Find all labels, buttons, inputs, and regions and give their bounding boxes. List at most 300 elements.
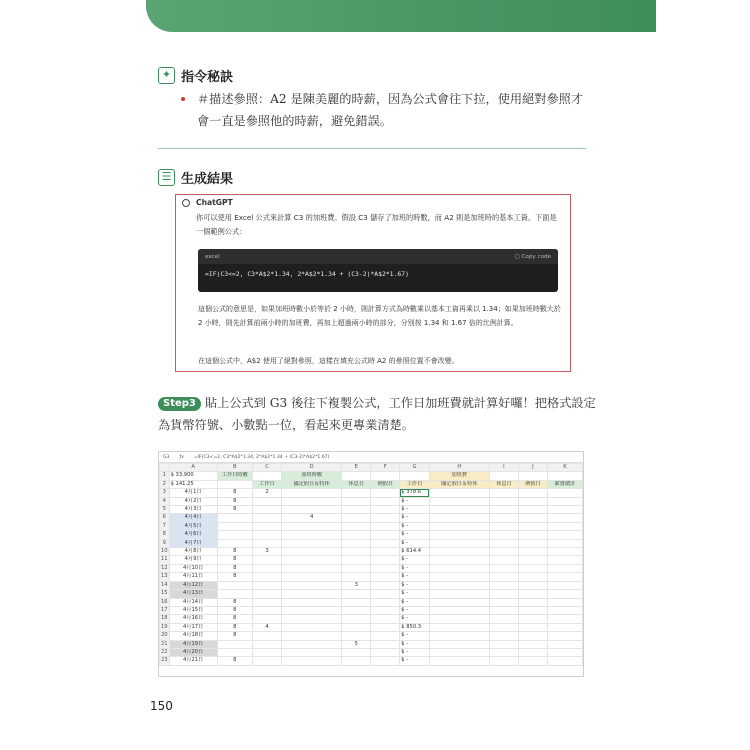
row-number[interactable]: 7 bbox=[160, 522, 170, 530]
row-number[interactable]: 18 bbox=[161, 615, 168, 622]
cell[interactable]: $ - bbox=[400, 590, 429, 598]
cell[interactable]: 加班費 bbox=[429, 472, 489, 480]
cell[interactable]: 4月9日 bbox=[169, 556, 217, 564]
cell[interactable] bbox=[282, 590, 342, 598]
row-number[interactable]: 3 bbox=[160, 489, 170, 497]
cell[interactable] bbox=[371, 556, 400, 564]
cell[interactable] bbox=[371, 497, 400, 505]
page-number: 150 bbox=[150, 699, 173, 713]
row-number[interactable]: 16 bbox=[161, 598, 168, 605]
cell[interactable] bbox=[489, 623, 518, 631]
cell[interactable] bbox=[371, 598, 400, 606]
row-number[interactable]: 23 bbox=[161, 657, 168, 664]
cell[interactable] bbox=[518, 623, 547, 631]
cell[interactable] bbox=[429, 514, 489, 522]
cell[interactable]: $ 141.25 bbox=[169, 480, 217, 488]
cell[interactable] bbox=[253, 556, 282, 564]
cell[interactable]: $ - bbox=[400, 514, 429, 522]
row-number[interactable]: 14 bbox=[161, 581, 168, 588]
cell[interactable] bbox=[371, 548, 400, 556]
cell[interactable] bbox=[547, 556, 582, 564]
cell[interactable]: $ 850.3 bbox=[400, 623, 429, 631]
cell[interactable]: 5 bbox=[342, 640, 371, 648]
cell[interactable] bbox=[429, 548, 489, 556]
cell[interactable] bbox=[489, 606, 518, 614]
cell[interactable] bbox=[547, 640, 582, 648]
cell[interactable]: 4月5日 bbox=[169, 522, 217, 530]
cell[interactable]: $ - bbox=[400, 606, 429, 614]
cell[interactable]: $ - bbox=[400, 539, 429, 547]
cell[interactable] bbox=[282, 531, 342, 539]
cell[interactable]: 8 bbox=[217, 497, 252, 505]
cell[interactable] bbox=[371, 615, 400, 623]
cell[interactable]: 4月8日 bbox=[169, 548, 217, 556]
cell[interactable] bbox=[371, 514, 400, 522]
copy-code-button[interactable]: ▢ Copy code bbox=[514, 253, 551, 260]
cell[interactable] bbox=[371, 472, 400, 480]
cell[interactable] bbox=[253, 539, 282, 547]
cell[interactable]: 4 bbox=[253, 623, 282, 631]
cell[interactable] bbox=[253, 522, 282, 530]
cell[interactable]: 8 bbox=[217, 506, 252, 514]
cell[interactable]: 4月21日 bbox=[169, 657, 217, 665]
cell[interactable] bbox=[282, 548, 342, 556]
cell[interactable] bbox=[253, 648, 282, 656]
cell[interactable] bbox=[489, 590, 518, 598]
column-header[interactable]: G bbox=[400, 464, 429, 472]
column-header[interactable]: F bbox=[371, 464, 400, 472]
cell[interactable]: 4月7日 bbox=[169, 539, 217, 547]
row-number[interactable]: 11 bbox=[161, 556, 168, 563]
cell[interactable]: $ 378.6 bbox=[400, 489, 429, 497]
cell[interactable] bbox=[518, 615, 547, 623]
cell[interactable]: 8 bbox=[217, 657, 252, 665]
cell[interactable] bbox=[429, 632, 489, 640]
cell[interactable]: $ 614.4 bbox=[400, 548, 429, 556]
cell[interactable] bbox=[429, 606, 489, 614]
cell[interactable] bbox=[429, 573, 489, 581]
cell[interactable] bbox=[282, 606, 342, 614]
cell[interactable]: 8 bbox=[217, 598, 252, 606]
cell[interactable]: 國定假日＆特休 bbox=[429, 480, 489, 488]
lightbulb-icon: ✦ bbox=[158, 67, 175, 84]
cell[interactable] bbox=[489, 581, 518, 589]
cell[interactable] bbox=[547, 531, 582, 539]
row-number[interactable]: 9 bbox=[160, 539, 170, 547]
cell[interactable] bbox=[489, 564, 518, 572]
cell[interactable] bbox=[282, 573, 342, 581]
cell[interactable] bbox=[217, 648, 252, 656]
cell[interactable] bbox=[489, 472, 518, 480]
cell[interactable] bbox=[371, 539, 400, 547]
cell[interactable]: 4月13日 bbox=[169, 590, 217, 598]
row-number[interactable]: 13 bbox=[161, 573, 168, 580]
cell[interactable] bbox=[489, 657, 518, 665]
cell[interactable]: 休息日 bbox=[489, 480, 518, 488]
cell[interactable] bbox=[547, 539, 582, 547]
cell[interactable] bbox=[518, 556, 547, 564]
cell[interactable]: 國定假日＆特休 bbox=[282, 480, 342, 488]
cell[interactable] bbox=[489, 548, 518, 556]
cell[interactable] bbox=[253, 640, 282, 648]
cell[interactable]: 4月18日 bbox=[169, 632, 217, 640]
cell[interactable] bbox=[253, 506, 282, 514]
cell[interactable] bbox=[489, 506, 518, 514]
cell[interactable] bbox=[489, 573, 518, 581]
cell[interactable] bbox=[547, 648, 582, 656]
cell[interactable] bbox=[518, 657, 547, 665]
sheet-grid bbox=[159, 463, 583, 666]
cell[interactable] bbox=[489, 648, 518, 656]
cell[interactable] bbox=[371, 632, 400, 640]
cell[interactable] bbox=[489, 514, 518, 522]
cell[interactable]: 4月12日 bbox=[169, 581, 217, 589]
cell[interactable]: 4月11日 bbox=[169, 573, 217, 581]
cell[interactable] bbox=[518, 489, 547, 497]
cell[interactable] bbox=[282, 522, 342, 530]
row-number[interactable]: 1 bbox=[160, 472, 170, 480]
cell[interactable]: $ - bbox=[400, 564, 429, 572]
cell[interactable] bbox=[429, 590, 489, 598]
cell[interactable] bbox=[342, 623, 371, 631]
cell[interactable] bbox=[429, 648, 489, 656]
cell[interactable] bbox=[342, 615, 371, 623]
cell[interactable] bbox=[371, 606, 400, 614]
cell[interactable] bbox=[217, 522, 252, 530]
cell[interactable] bbox=[217, 480, 252, 488]
cell[interactable] bbox=[489, 598, 518, 606]
cell[interactable]: $ - bbox=[400, 632, 429, 640]
cell[interactable] bbox=[253, 590, 282, 598]
cell[interactable]: 4月2日 bbox=[169, 497, 217, 505]
cell[interactable] bbox=[253, 531, 282, 539]
cell[interactable]: $ - bbox=[400, 657, 429, 665]
cell[interactable]: 4月19日 bbox=[169, 640, 217, 648]
cell[interactable]: 4月16日 bbox=[169, 615, 217, 623]
cell[interactable] bbox=[342, 531, 371, 539]
cell[interactable] bbox=[547, 590, 582, 598]
cell[interactable] bbox=[547, 573, 582, 581]
cell[interactable] bbox=[518, 640, 547, 648]
cell[interactable] bbox=[282, 489, 342, 497]
cell[interactable] bbox=[371, 564, 400, 572]
cell[interactable] bbox=[429, 506, 489, 514]
cell[interactable]: $ - bbox=[400, 556, 429, 564]
cell[interactable] bbox=[253, 472, 282, 480]
cell[interactable] bbox=[518, 548, 547, 556]
cell[interactable] bbox=[489, 531, 518, 539]
cell[interactable]: 3 bbox=[342, 581, 371, 589]
row-number[interactable]: 5 bbox=[160, 506, 170, 514]
cell[interactable] bbox=[429, 640, 489, 648]
table-row bbox=[160, 573, 583, 581]
cell[interactable] bbox=[518, 648, 547, 656]
column-header[interactable]: D bbox=[282, 464, 342, 472]
row-number[interactable]: 22 bbox=[161, 648, 168, 655]
cell[interactable]: $ - bbox=[400, 648, 429, 656]
cell[interactable] bbox=[518, 539, 547, 547]
cell[interactable] bbox=[342, 573, 371, 581]
cell[interactable] bbox=[371, 522, 400, 530]
cell[interactable] bbox=[547, 598, 582, 606]
row-number[interactable]: 17 bbox=[161, 606, 168, 613]
cell[interactable] bbox=[429, 581, 489, 589]
cell[interactable]: 例假日 bbox=[518, 480, 547, 488]
cell[interactable] bbox=[342, 632, 371, 640]
cell[interactable]: $ - bbox=[400, 522, 429, 530]
cell[interactable]: $ - bbox=[400, 640, 429, 648]
cell[interactable] bbox=[282, 506, 342, 514]
column-header[interactable]: H bbox=[429, 464, 489, 472]
cell[interactable] bbox=[518, 497, 547, 505]
cell[interactable] bbox=[282, 623, 342, 631]
row-number[interactable]: 8 bbox=[160, 531, 170, 539]
column-header[interactable] bbox=[160, 464, 170, 472]
cell[interactable] bbox=[217, 531, 252, 539]
cell[interactable] bbox=[518, 598, 547, 606]
cell[interactable] bbox=[371, 573, 400, 581]
cell[interactable] bbox=[518, 590, 547, 598]
row-number[interactable]: 19 bbox=[161, 623, 168, 630]
column-header[interactable]: I bbox=[489, 464, 518, 472]
cell[interactable] bbox=[489, 615, 518, 623]
cell[interactable]: $ - bbox=[400, 531, 429, 539]
cell[interactable] bbox=[371, 581, 400, 589]
table-row bbox=[160, 606, 583, 614]
cell[interactable] bbox=[253, 657, 282, 665]
cell[interactable] bbox=[253, 606, 282, 614]
cell[interactable] bbox=[342, 472, 371, 480]
formula-text[interactable]: =IF(C3<=2, C3*A$2*1.34, 2*A$2*1.34 + (C3-2)*A$2*1.67) bbox=[193, 454, 330, 460]
cell[interactable] bbox=[282, 632, 342, 640]
cell[interactable] bbox=[371, 506, 400, 514]
cell[interactable] bbox=[429, 657, 489, 665]
cell[interactable] bbox=[547, 506, 582, 514]
cell[interactable] bbox=[282, 556, 342, 564]
row-number[interactable]: 6 bbox=[160, 514, 170, 522]
cell[interactable] bbox=[547, 606, 582, 614]
cell[interactable] bbox=[400, 472, 429, 480]
cell[interactable] bbox=[253, 615, 282, 623]
row-number[interactable]: 10 bbox=[161, 548, 168, 555]
cell[interactable] bbox=[371, 657, 400, 665]
cell[interactable] bbox=[489, 489, 518, 497]
cell[interactable]: $ - bbox=[400, 573, 429, 581]
cell[interactable] bbox=[518, 531, 547, 539]
cell[interactable] bbox=[547, 497, 582, 505]
cell[interactable] bbox=[217, 581, 252, 589]
cell-reference[interactable]: G3 bbox=[163, 454, 170, 460]
cell[interactable]: 休息日 bbox=[342, 480, 371, 488]
cell[interactable] bbox=[342, 514, 371, 522]
cell[interactable] bbox=[429, 531, 489, 539]
cell[interactable]: $ - bbox=[400, 581, 429, 589]
row-number[interactable]: 12 bbox=[161, 564, 168, 571]
cell[interactable] bbox=[253, 581, 282, 589]
cell[interactable] bbox=[371, 489, 400, 497]
cell[interactable] bbox=[371, 648, 400, 656]
row-number[interactable]: 2 bbox=[160, 480, 170, 488]
cell[interactable]: $ - bbox=[400, 615, 429, 623]
code-language: excel bbox=[205, 253, 220, 260]
cell[interactable] bbox=[282, 564, 342, 572]
cell[interactable] bbox=[371, 640, 400, 648]
cell[interactable] bbox=[547, 522, 582, 530]
cell[interactable] bbox=[518, 573, 547, 581]
cell[interactable]: 8 bbox=[217, 606, 252, 614]
cell[interactable] bbox=[489, 632, 518, 640]
cell[interactable] bbox=[342, 539, 371, 547]
cell[interactable] bbox=[342, 548, 371, 556]
cell[interactable]: 8 bbox=[217, 623, 252, 631]
cell[interactable] bbox=[342, 657, 371, 665]
column-header[interactable]: K bbox=[547, 464, 582, 472]
cell[interactable] bbox=[282, 581, 342, 589]
cell[interactable]: 工作日 bbox=[400, 480, 429, 488]
cell[interactable] bbox=[253, 598, 282, 606]
cell[interactable] bbox=[429, 615, 489, 623]
cell[interactable] bbox=[489, 556, 518, 564]
cell[interactable] bbox=[342, 497, 371, 505]
cell[interactable] bbox=[518, 581, 547, 589]
cell[interactable] bbox=[342, 590, 371, 598]
cell[interactable]: 4月20日 bbox=[169, 648, 217, 656]
cell[interactable] bbox=[253, 632, 282, 640]
cell[interactable] bbox=[282, 657, 342, 665]
cell[interactable]: 4月15日 bbox=[169, 606, 217, 614]
cell[interactable] bbox=[429, 539, 489, 547]
column-header[interactable]: B bbox=[217, 464, 252, 472]
cell[interactable] bbox=[282, 648, 342, 656]
cell[interactable] bbox=[429, 623, 489, 631]
cell[interactable] bbox=[217, 539, 252, 547]
cell[interactable]: 8 bbox=[217, 615, 252, 623]
cell[interactable]: 8 bbox=[217, 564, 252, 572]
cell[interactable] bbox=[518, 606, 547, 614]
cell[interactable] bbox=[217, 640, 252, 648]
cell[interactable]: 4月6日 bbox=[169, 531, 217, 539]
cell[interactable]: $ - bbox=[400, 497, 429, 505]
cell[interactable]: 例假日 bbox=[371, 480, 400, 488]
cell[interactable] bbox=[282, 615, 342, 623]
table-row bbox=[160, 472, 583, 480]
cell[interactable] bbox=[342, 522, 371, 530]
cell[interactable] bbox=[489, 640, 518, 648]
cell[interactable] bbox=[547, 615, 582, 623]
cell[interactable] bbox=[282, 640, 342, 648]
row-number[interactable]: 20 bbox=[161, 632, 168, 639]
cell[interactable] bbox=[253, 573, 282, 581]
cell[interactable]: 4月10日 bbox=[169, 564, 217, 572]
cell[interactable] bbox=[518, 564, 547, 572]
cell[interactable] bbox=[342, 648, 371, 656]
column-header[interactable]: J bbox=[518, 464, 547, 472]
cell[interactable] bbox=[547, 489, 582, 497]
cell[interactable]: 工作日 bbox=[253, 480, 282, 488]
cell[interactable]: 4月4日 bbox=[169, 514, 217, 522]
cell[interactable] bbox=[342, 564, 371, 572]
cell[interactable] bbox=[429, 497, 489, 505]
column-header[interactable]: E bbox=[342, 464, 371, 472]
cell[interactable] bbox=[429, 556, 489, 564]
code-block bbox=[198, 249, 558, 292]
cell[interactable] bbox=[518, 506, 547, 514]
cell[interactable]: 工作日時數 bbox=[217, 472, 252, 480]
cell[interactable] bbox=[282, 497, 342, 505]
cell[interactable] bbox=[342, 506, 371, 514]
cell[interactable]: 8 bbox=[217, 548, 252, 556]
cell[interactable]: 2 bbox=[253, 489, 282, 497]
cell[interactable] bbox=[253, 514, 282, 522]
cell[interactable]: $ - bbox=[400, 598, 429, 606]
cell[interactable] bbox=[518, 514, 547, 522]
cell[interactable] bbox=[342, 598, 371, 606]
cell[interactable] bbox=[371, 531, 400, 539]
cell[interactable] bbox=[547, 514, 582, 522]
cell[interactable] bbox=[547, 564, 582, 572]
row-number[interactable]: 15 bbox=[161, 590, 168, 597]
cell[interactable] bbox=[429, 564, 489, 572]
cell[interactable] bbox=[547, 657, 582, 665]
row-number[interactable]: 4 bbox=[160, 497, 170, 505]
column-header[interactable]: C bbox=[253, 464, 282, 472]
cell[interactable] bbox=[547, 472, 582, 480]
cell[interactable] bbox=[429, 598, 489, 606]
cell[interactable]: 薪資總計 bbox=[547, 480, 582, 488]
row-number[interactable]: 21 bbox=[161, 640, 168, 647]
cell[interactable]: 4月3日 bbox=[169, 506, 217, 514]
table-row bbox=[160, 615, 583, 623]
cell[interactable] bbox=[342, 556, 371, 564]
cell[interactable] bbox=[518, 632, 547, 640]
cell[interactable] bbox=[518, 472, 547, 480]
cell[interactable]: 4月17日 bbox=[169, 623, 217, 631]
cell[interactable] bbox=[429, 522, 489, 530]
cell[interactable] bbox=[489, 522, 518, 530]
cell[interactable] bbox=[371, 623, 400, 631]
cell[interactable] bbox=[282, 539, 342, 547]
cell[interactable]: $ - bbox=[400, 506, 429, 514]
cell[interactable] bbox=[489, 539, 518, 547]
cell[interactable]: 8 bbox=[217, 556, 252, 564]
cell[interactable]: $ 33,900 bbox=[169, 472, 217, 480]
cell[interactable]: 加班時數 bbox=[282, 472, 342, 480]
cell[interactable] bbox=[547, 548, 582, 556]
cell[interactable] bbox=[253, 497, 282, 505]
cell[interactable] bbox=[518, 522, 547, 530]
cell[interactable] bbox=[429, 489, 489, 497]
cell[interactable]: 4 bbox=[282, 514, 342, 522]
cell[interactable] bbox=[253, 564, 282, 572]
cell[interactable]: 4月1日 bbox=[169, 489, 217, 497]
column-header[interactable]: A bbox=[169, 464, 217, 472]
cell[interactable] bbox=[342, 489, 371, 497]
cell[interactable] bbox=[217, 590, 252, 598]
cell[interactable] bbox=[547, 581, 582, 589]
cell[interactable] bbox=[342, 606, 371, 614]
cell[interactable] bbox=[217, 514, 252, 522]
cell[interactable]: 8 bbox=[217, 632, 252, 640]
cell[interactable]: 8 bbox=[217, 573, 252, 581]
cell[interactable]: 4月14日 bbox=[169, 598, 217, 606]
cell[interactable]: 3 bbox=[253, 548, 282, 556]
cell[interactable] bbox=[489, 497, 518, 505]
cell[interactable] bbox=[547, 623, 582, 631]
cell[interactable]: 8 bbox=[217, 489, 252, 497]
cell[interactable] bbox=[547, 632, 582, 640]
cell[interactable] bbox=[371, 590, 400, 598]
cell[interactable] bbox=[282, 598, 342, 606]
